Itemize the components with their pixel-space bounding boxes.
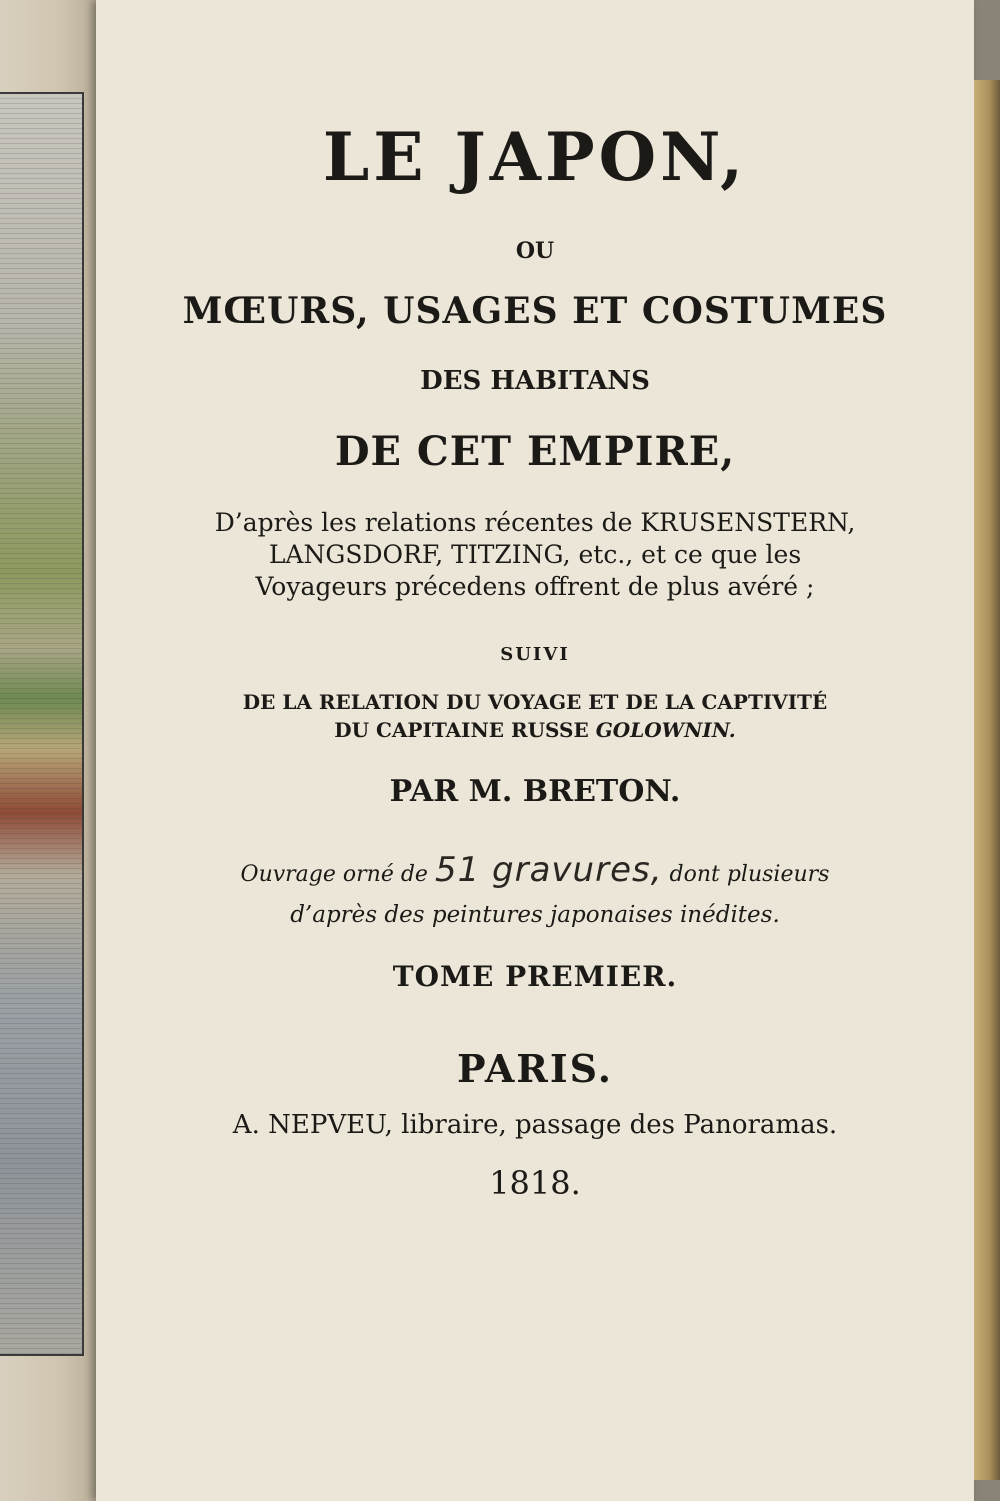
handwritten-engravings-count: 51 gravures,	[434, 850, 663, 890]
relation-captain-name: GOLOWNIN.	[595, 718, 736, 742]
frontispiece-page-edge	[0, 0, 98, 1501]
imprint-publisher: A. NEPVEU, libraire, passage des Panoramas.	[232, 1110, 838, 1140]
subtitle-line-3: DE CET EMPIRE,	[334, 428, 736, 475]
ornament-line-2: d’après des peintures japonaises inédites.	[290, 902, 780, 928]
sources-line-2: LANGSDORF, TITZING, etc., et ce que les	[268, 540, 802, 569]
imprint-year: 1818.	[489, 1164, 581, 1202]
imprint-city: PARIS.	[457, 1046, 613, 1091]
ornament-prefix: Ouvrage orné de	[240, 862, 428, 887]
ornament-line-1	[96, 850, 974, 890]
title-connector: OU	[515, 238, 555, 264]
book-fore-edge	[974, 80, 1000, 1480]
volume-label: TOME PREMIER.	[392, 960, 678, 993]
subtitle-line-1: MŒURS, USAGES ET COSTUMES	[182, 290, 888, 332]
frontispiece-engraving	[0, 92, 84, 1356]
sources-line-1: D’après les relations récentes de KRUSENSTERN,	[214, 508, 856, 537]
ornament-suffix: dont plusieurs	[669, 862, 830, 887]
relation-line-2	[96, 718, 974, 742]
suivi-label: SUIVI	[500, 644, 570, 665]
sources-line-3: Voyageurs précedens offrent de plus avéré ;	[255, 572, 815, 601]
author-line: PAR M. BRETON.	[389, 774, 681, 809]
title-page	[96, 0, 974, 1501]
relation-prefix: DU CAPITAINE RUSSE	[334, 718, 589, 742]
relation-line-1: DE LA RELATION DU VOYAGE ET DE LA CAPTIVITÉ	[242, 690, 828, 714]
subtitle-line-2: DES HABITANS	[420, 366, 650, 396]
book-title: LE JAPON,	[322, 118, 748, 196]
